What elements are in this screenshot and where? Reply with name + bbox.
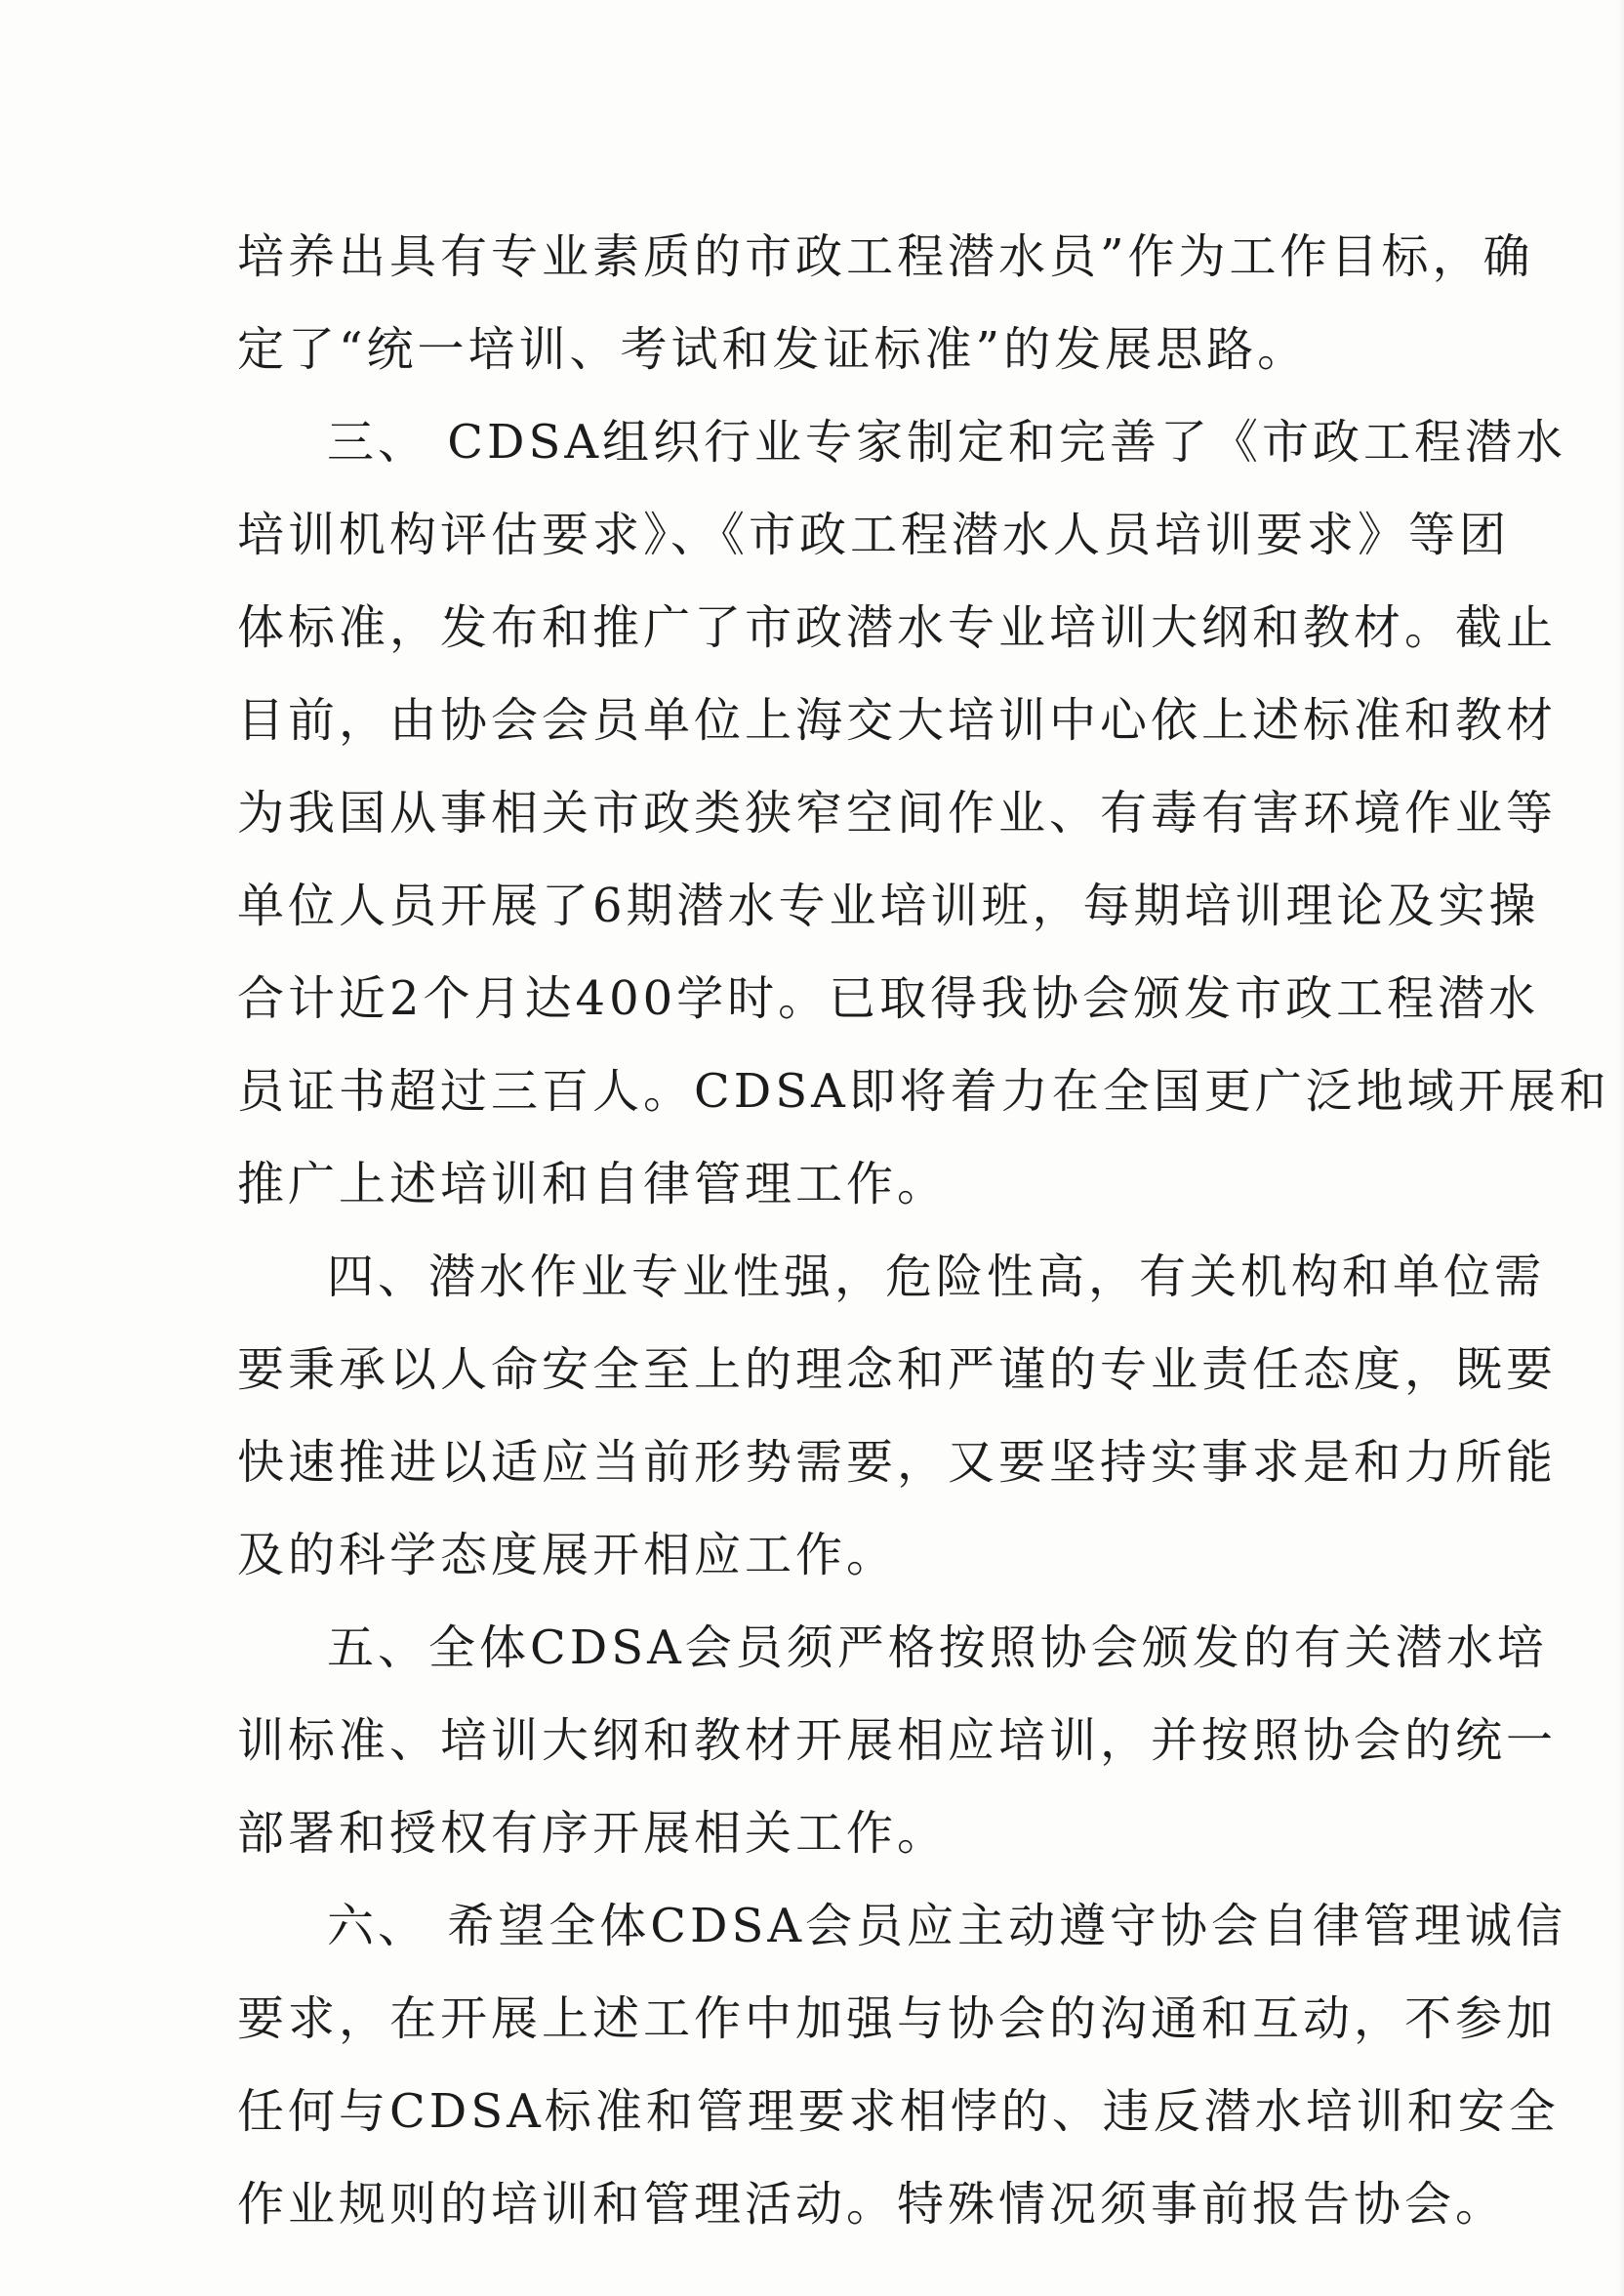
text-line: 任何与CDSA标准和管理要求相悖的、违反潜水培训和安全 <box>237 2084 1560 2139</box>
text-line: 五、全体CDSA会员须严格按照协会颁发的有关潜水培 <box>327 1620 1548 1675</box>
text-line: 六、 希望全体CDSA会员应主动遵守协会自律管理诚信 <box>327 1899 1567 1953</box>
text-line: 合计近2个月达400学时。已取得我协会颁发市政工程潜水 <box>237 971 1540 1026</box>
text-line: 要求，在开展上述工作中加强与协会的沟通和互动，不参加 <box>237 1991 1558 2046</box>
text-line: 为我国从事相关市政类狭窄空间作业、有毒有害环境作业等 <box>237 786 1558 840</box>
paragraph-three <box>237 396 1610 1231</box>
scan-edge-shadow <box>1618 0 1624 2296</box>
text-line: 目前，由协会会员单位上海交大培训中心依上述标准和教材 <box>237 693 1558 748</box>
text-line: 培训机构评估要求》、《市政工程潜水人员培训要求》等团 <box>237 508 1511 562</box>
text-line: 四、潜水作业专业性强，危险性高，有关机构和单位需 <box>327 1250 1546 1304</box>
paragraph-six <box>237 1880 1567 2251</box>
text-line: 体标准，发布和推广了市政潜水专业培训大纲和教材。截止 <box>237 600 1558 655</box>
text-line: 推广上述培训和自律管理工作。 <box>237 1157 949 1211</box>
text-line: 三、 CDSA组织行业专家制定和完善了《市政工程潜水 <box>327 415 1567 470</box>
text-line: 作业规则的培训和管理活动。特殊情况须事前报告协会。 <box>237 2177 1507 2232</box>
text-line: 训标准、培训大纲和教材开展相应培训，并按照协会的统一 <box>237 1713 1558 1768</box>
text-line: 员证书超过三百人。CDSA即将着力在全国更广泛地域开展和 <box>237 1064 1610 1119</box>
text-line: 定了“统一培训、考试和发证标准”的发展思路。 <box>237 322 1309 377</box>
paragraph-continuation <box>237 211 1534 396</box>
text-line: 要秉承以人命安全至上的理念和严谨的专业责任态度，既要 <box>237 1342 1558 1397</box>
text-line: 及的科学态度展开相应工作。 <box>237 1528 898 1582</box>
text-line: 快速推进以适应当前形势需要，又要坚持实事求是和力所能 <box>237 1435 1558 1490</box>
paragraph-five <box>237 1602 1558 1880</box>
text-line: 培养出具有专业素质的市政工程潜水员”作为工作目标，确 <box>237 229 1534 284</box>
paragraph-four <box>237 1231 1558 1602</box>
document-body <box>237 211 1610 2251</box>
text-line: 部署和授权有序开展相关工作。 <box>237 1806 949 1861</box>
text-line: 单位人员开展了6期潜水专业培训班，每期培训理论及实操 <box>237 879 1540 933</box>
